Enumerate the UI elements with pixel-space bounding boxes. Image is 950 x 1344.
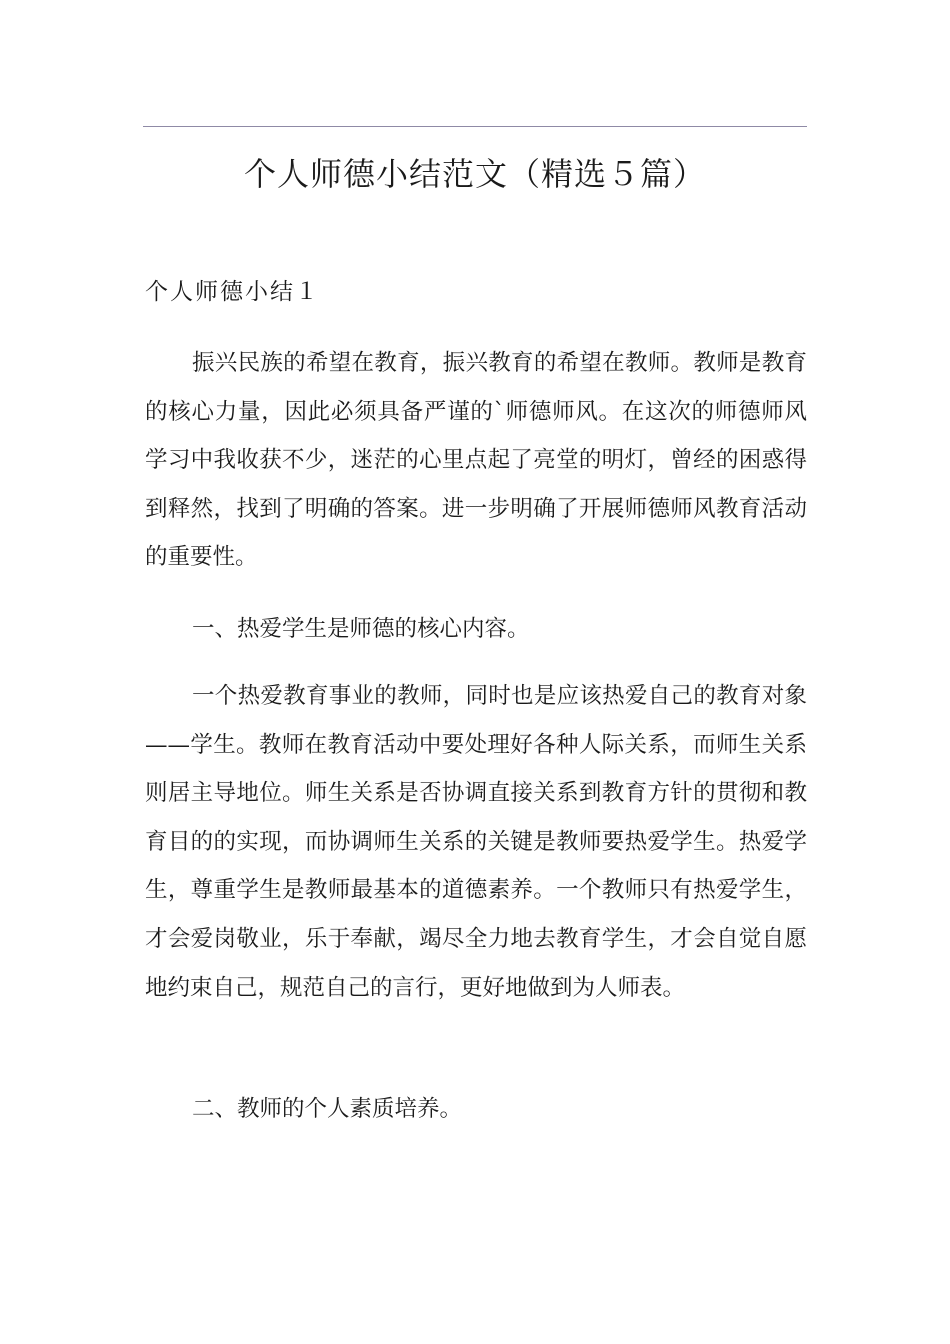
header-rule — [143, 126, 807, 127]
section-heading: 个人师德小结１ — [145, 279, 320, 305]
subheading-personal-quality: 二、教师的个人素质培养。 — [192, 1096, 463, 1122]
paragraph-love-students: 一个热爱教育事业的教师，同时也是应该热爱自己的教育对象——学生。教师在教育活动中要处理好各种人际关系，而师生关系则居主导地位。师生关系是否协调直接关系到教育方针的贯彻和教育目的的实现，而协调师生关系的关键是教师要热爱学生。热爱学生，尊重学生是教师最基本的道德素养。一个教师只有热爱学生，才会爱岗敬业，乐于奉献，竭尽全力地去教育学生，才会自觉自愿地约束自己，规范自己的言行，更好地做到为人师表。 — [145, 683, 807, 1001]
subheading-love-students: 一、热爱学生是师德的核心内容。 — [192, 616, 530, 642]
document-title: 个人师德小结范文（精选５篇） — [243, 155, 706, 193]
paragraph-intro: 振兴民族的希望在教育，振兴教育的希望在教师。教师是教育的核心力量，因此必须具备严谨的`师德师风。在这次的师德师风学习中我收获不少，迷茫的心里点起了亮堂的明灯，曾经的困惑得到释然，找到了明确的答案。进一步明确了开展师德师风教育活动的重要性。 — [145, 350, 807, 571]
